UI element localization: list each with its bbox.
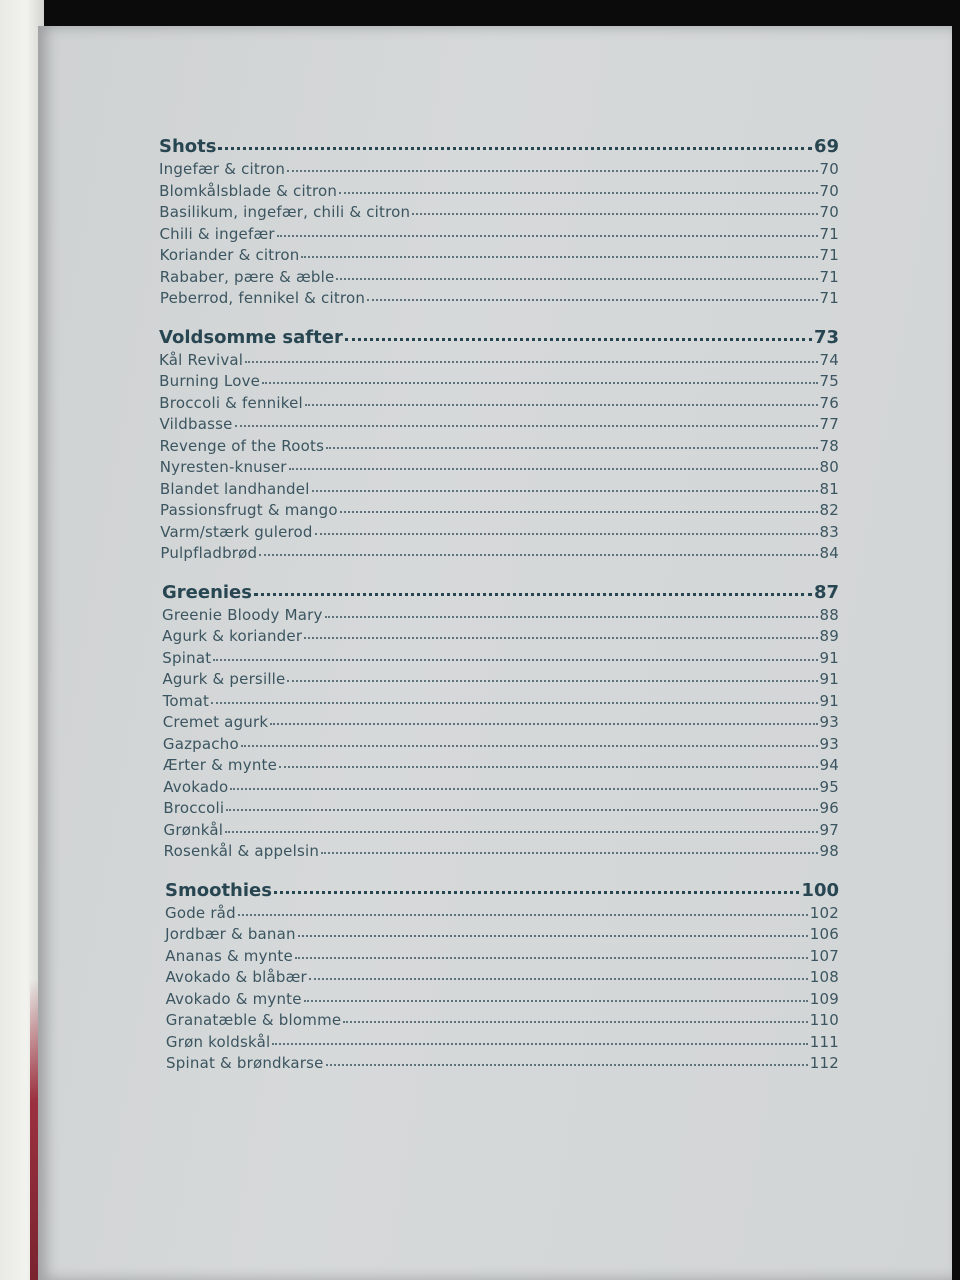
toc-entry (162, 627, 839, 649)
entry-title: Gode råd (165, 903, 236, 922)
leader-dots (336, 274, 817, 280)
entry-title: Nyresten-knuser (159, 458, 287, 476)
toc-entry (165, 1011, 839, 1033)
toc-entry (159, 225, 839, 247)
leader-dots (262, 378, 817, 384)
leader-dots (295, 953, 808, 959)
entry-page-number: 108 (809, 968, 839, 986)
leader-dots (304, 996, 808, 1002)
entry-title: Spinat & brøndkarse (166, 1054, 324, 1072)
section-page-number: 87 (813, 581, 839, 603)
entry-title: Tomat (162, 691, 210, 710)
toc-entry (162, 713, 839, 735)
entry-page-number: 95 (819, 777, 839, 796)
entry-page-number: 70 (819, 160, 839, 178)
leader-dots (321, 848, 817, 854)
entry-title: Broccoli & fennikel (159, 393, 303, 412)
entry-page-number: 93 (819, 734, 839, 753)
section-page-number: 73 (813, 326, 839, 348)
leader-dots (235, 421, 818, 427)
leader-dots (339, 188, 817, 194)
toc-entry (165, 1054, 839, 1076)
toc-entry (159, 268, 839, 290)
entry-page-number: 84 (819, 544, 839, 562)
toc-entry (159, 203, 839, 225)
section-heading (165, 880, 839, 904)
entry-page-number: 98 (819, 842, 839, 860)
leader-dots (326, 1060, 808, 1066)
section-title: Greenies (162, 581, 252, 603)
entry-title: Vildbasse (159, 415, 233, 433)
leader-dots (241, 741, 818, 747)
leader-dots (289, 464, 818, 470)
toc-entry (159, 415, 839, 437)
entry-title: Ingefær & citron (159, 160, 286, 178)
toc-entry (162, 778, 839, 800)
toc-entry (162, 606, 839, 628)
leader-dots (367, 295, 817, 301)
leader-dots (230, 784, 817, 790)
entry-page-number: 71 (819, 267, 839, 286)
entry-title: Grøn koldskål (165, 1032, 271, 1051)
entry-title: Avokado & mynte (165, 989, 302, 1008)
entry-page-number: 76 (819, 393, 839, 412)
entry-title: Avokado & blåbær (165, 968, 307, 986)
entry-page-number: 80 (819, 458, 839, 476)
entry-title: Peberrod, fennikel & citron (159, 289, 366, 307)
leader-dots (340, 507, 818, 513)
leader-dots (211, 698, 817, 704)
toc-entry (159, 544, 839, 566)
entry-page-number: 81 (819, 479, 839, 498)
toc-entry (159, 160, 839, 182)
section-heading (159, 136, 839, 160)
entry-page-number: 78 (819, 436, 839, 455)
entry-title: Varm/stærk gulerod (160, 522, 313, 541)
leader-dots (270, 719, 817, 725)
entry-page-number: 106 (809, 925, 839, 943)
entry-title: Revenge of the Roots (159, 436, 325, 455)
section-heading (162, 582, 839, 606)
table-of-contents (159, 136, 839, 1092)
leader-dots (213, 655, 817, 661)
entry-page-number: 88 (819, 605, 839, 624)
entry-page-number: 82 (819, 501, 839, 519)
entry-title: Chili & ingefær (159, 224, 275, 243)
leader-dots (245, 357, 817, 363)
entry-title: Gazpacho (162, 734, 239, 753)
entry-title: Kål Revival (159, 350, 244, 369)
leader-dots (325, 612, 818, 618)
entry-title: Blomkålsblade & citron (159, 181, 338, 200)
toc-section (162, 582, 839, 864)
leader-dots (259, 550, 817, 556)
entry-page-number: 109 (809, 989, 839, 1008)
entry-page-number: 93 (819, 713, 839, 731)
toc-entry (162, 842, 839, 864)
entry-title: Burning Love (159, 372, 261, 390)
entry-title: Rababer, pære & æble (159, 267, 335, 286)
toc-section (159, 136, 839, 311)
entry-page-number: 97 (819, 820, 839, 839)
toc-entry (162, 649, 839, 671)
toc-entry (159, 289, 839, 311)
leader-dots (312, 486, 818, 492)
toc-entry (159, 246, 839, 268)
section-heading (159, 327, 839, 351)
entry-page-number: 70 (819, 181, 839, 200)
entry-page-number: 83 (819, 522, 839, 541)
toc-entry (162, 735, 839, 757)
entry-title: Koriander & citron (159, 246, 300, 264)
entry-page-number: 96 (819, 799, 839, 817)
section-page-number: 100 (801, 879, 839, 901)
leader-dots (298, 931, 808, 937)
leader-dots (226, 805, 817, 811)
leader-dots (279, 762, 817, 768)
entry-title: Basilikum, ingefær, chili & citron (159, 203, 411, 221)
toc-entry (165, 925, 839, 947)
leader-dots (412, 209, 817, 215)
entry-page-number: 89 (819, 627, 839, 645)
leader-dots (304, 633, 817, 639)
section-title: Smoothies (165, 879, 272, 901)
entry-title: Ærter & mynte (163, 756, 278, 774)
toc-entry (165, 990, 839, 1012)
leader-dots (272, 1039, 807, 1045)
entry-page-number: 102 (809, 903, 839, 922)
leader-dots (315, 529, 818, 535)
entry-title: Rosenkål & appelsin (163, 842, 320, 860)
entry-page-number: 75 (819, 372, 839, 390)
entry-title: Agurk & koriander (162, 627, 303, 645)
leader-dots (326, 443, 817, 449)
toc-entry (162, 821, 839, 843)
leader-dots (345, 333, 812, 341)
section-title: Shots (159, 136, 217, 157)
toc-entry (159, 458, 839, 480)
toc-section (165, 880, 839, 1076)
entry-page-number: 74 (819, 350, 839, 369)
leader-dots (274, 886, 799, 894)
entry-title: Broccoli (163, 799, 225, 817)
entry-page-number: 71 (819, 246, 839, 264)
leader-dots (305, 400, 818, 406)
leader-dots (287, 166, 817, 172)
leader-dots (343, 1017, 807, 1023)
toc-entry (159, 523, 839, 545)
toc-entry (159, 437, 839, 459)
entry-page-number: 94 (819, 756, 839, 774)
entry-title: Cremet agurk (162, 713, 269, 731)
toc-entry (165, 1033, 839, 1055)
leader-dots (238, 910, 808, 916)
section-page-number: 69 (813, 136, 839, 157)
entry-page-number: 111 (809, 1032, 839, 1051)
entry-page-number: 77 (819, 415, 839, 433)
toc-entry (162, 756, 839, 778)
toc-entry (159, 351, 839, 373)
leader-dots (218, 142, 811, 150)
leader-dots (287, 676, 817, 682)
section-title: Voldsomme safter (159, 326, 343, 348)
toc-entry (159, 372, 839, 394)
entry-title: Granatæble & blomme (165, 1011, 342, 1029)
entry-page-number: 71 (819, 224, 839, 243)
leader-dots (309, 974, 808, 980)
entry-title: Blandet landhandel (159, 479, 310, 498)
leader-dots (254, 588, 812, 596)
entry-page-number: 91 (819, 648, 839, 667)
toc-entry (162, 670, 839, 692)
toc-entry (165, 904, 839, 926)
book-page (38, 26, 952, 1280)
entry-page-number: 112 (809, 1054, 839, 1072)
entry-page-number: 70 (819, 203, 839, 221)
toc-entry (162, 692, 839, 714)
toc-entry (162, 799, 839, 821)
toc-entry (159, 480, 839, 502)
leader-dots (301, 252, 817, 258)
entry-title: Pulpfladbrød (160, 544, 258, 562)
entry-title: Avokado (163, 777, 229, 796)
toc-entry (159, 394, 839, 416)
entry-page-number: 91 (819, 691, 839, 710)
entry-page-number: 107 (809, 946, 839, 965)
entry-title: Agurk & persille (162, 670, 286, 688)
entry-title: Grønkål (163, 820, 224, 839)
entry-page-number: 71 (819, 289, 839, 307)
entry-page-number: 110 (809, 1011, 839, 1029)
toc-entry (165, 947, 839, 969)
leader-dots (277, 231, 818, 237)
entry-title: Greenie Bloody Mary (162, 605, 323, 624)
entry-title: Ananas & mynte (165, 946, 293, 965)
leader-dots (225, 827, 817, 833)
toc-section (159, 327, 839, 566)
entry-title: Spinat (162, 648, 212, 667)
entry-page-number: 91 (819, 670, 839, 688)
entry-title: Passionsfrugt & mango (160, 501, 338, 519)
toc-entry (165, 968, 839, 990)
entry-title: Jordbær & banan (165, 925, 296, 943)
toc-entry (159, 182, 839, 204)
toc-entry (159, 501, 839, 523)
